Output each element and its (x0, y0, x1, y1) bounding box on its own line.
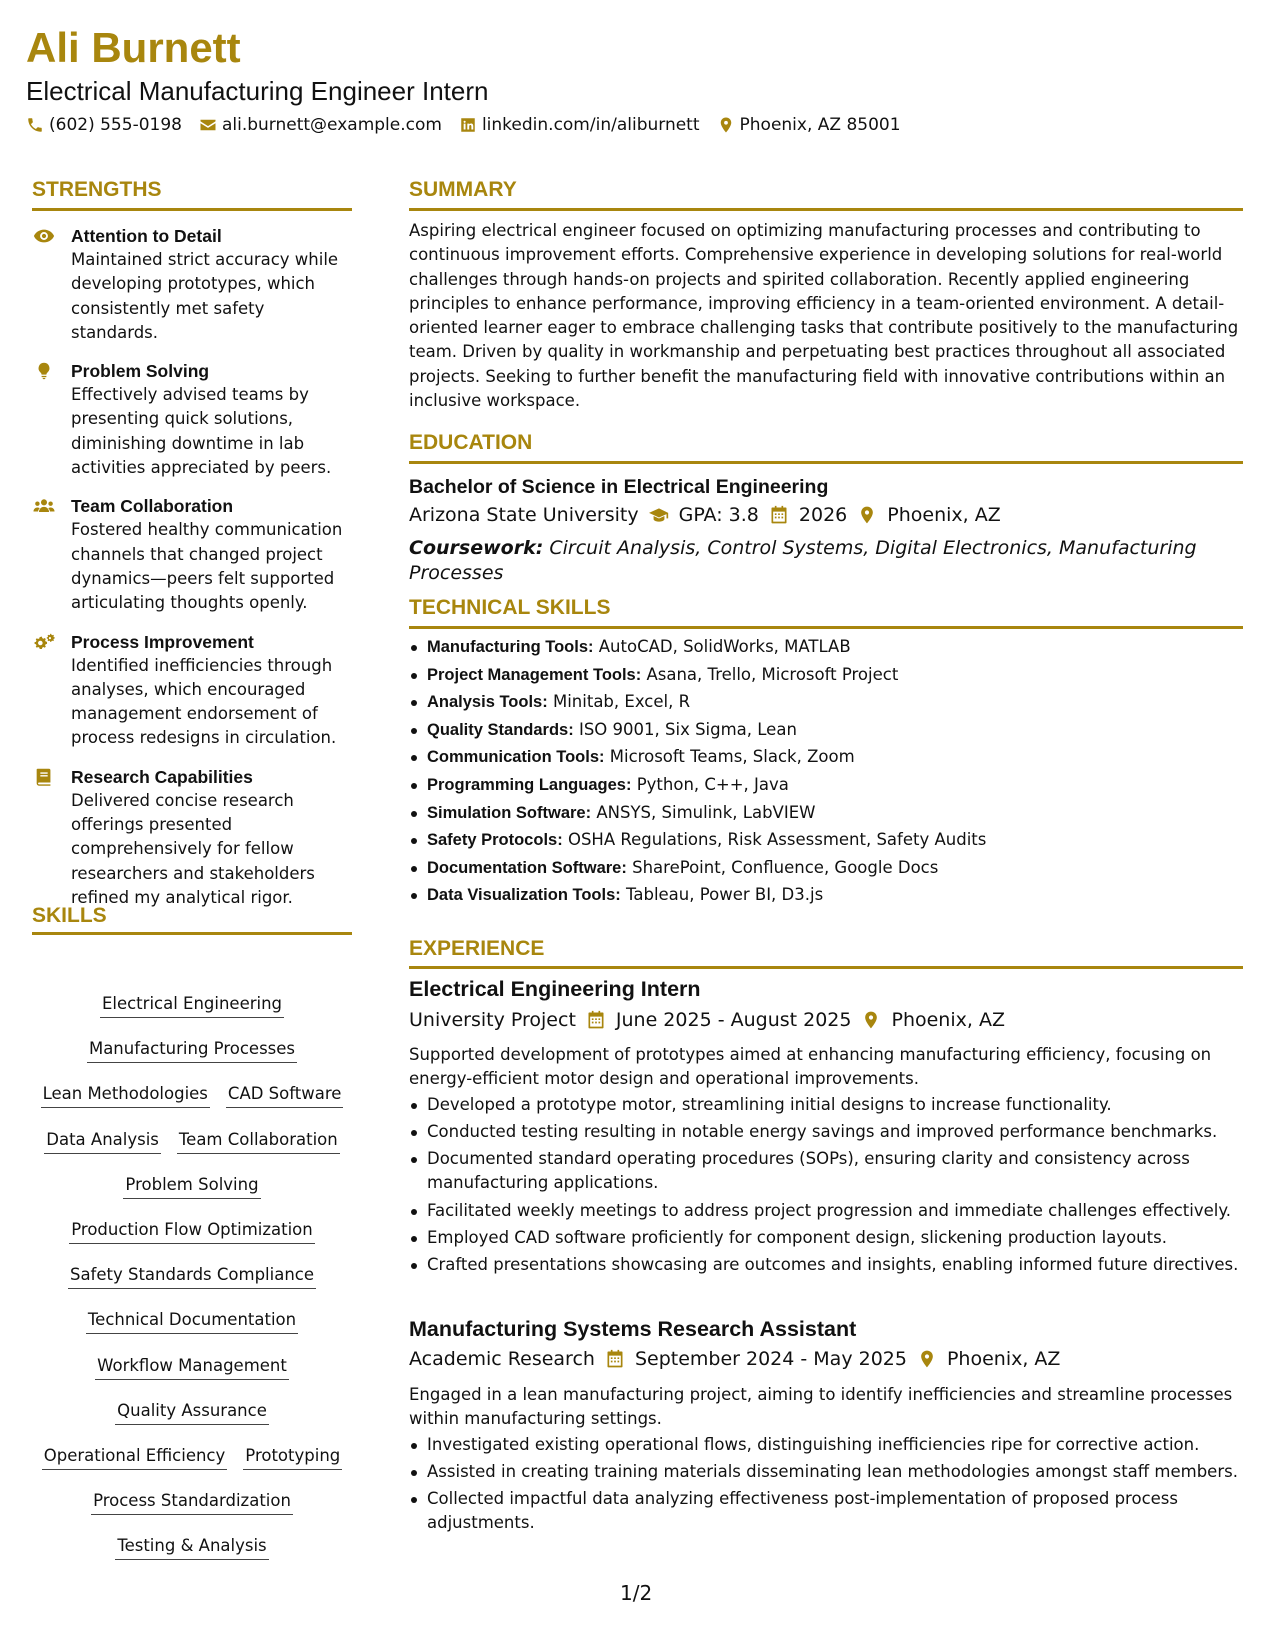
skill-category: Communication Tools: (427, 748, 605, 767)
eye-icon (33, 226, 55, 246)
list-item (427, 828, 1261, 852)
job-title: Manufacturing Systems Research Assistant (409, 1317, 857, 1341)
skill-row (32, 1399, 352, 1444)
coursework-list: Circuit Analysis, Control Systems, Digital Electronics, Manufacturing Processes (409, 537, 1197, 584)
list-item (427, 690, 1261, 714)
list-item: Conducted testing resulting in notable energy savings and improved performance benchmarks. (427, 1120, 1261, 1144)
strength-item (32, 494, 352, 615)
education-heading: EDUCATION (409, 431, 533, 454)
skill-row (32, 992, 352, 1037)
skill-values: SharePoint, Confluence, Google Docs (632, 857, 939, 877)
phone-text: (602) 555-0198 (49, 115, 182, 135)
skill-values: Asana, Trello, Microsoft Project (646, 664, 899, 684)
skill-tag: Production Flow Optimization (69, 1218, 315, 1244)
strength-title: Attention to Detail (71, 226, 222, 246)
skill-row (32, 1173, 352, 1218)
contact-email[interactable] (199, 113, 442, 137)
skill-tag: Team Collaboration (177, 1128, 340, 1154)
map-pin-icon (861, 1010, 881, 1030)
skill-row (32, 1489, 352, 1534)
contact-bar (26, 113, 918, 137)
graduation-cap-icon (649, 505, 669, 525)
skill-category: Documentation Software: (427, 858, 627, 877)
strength-item (32, 359, 352, 480)
skill-tag: Process Standardization (91, 1489, 293, 1515)
strength-description: Effectively advised teams by presenting quick solutions, diminishing downtime in lab activities appreciated by peers. (71, 385, 332, 478)
skill-category: Analysis Tools: (427, 693, 548, 712)
envelope-icon (199, 116, 217, 134)
calendar-icon (586, 1010, 606, 1030)
list-item (427, 856, 1261, 880)
skill-values: ANSYS, Simulink, LabVIEW (596, 802, 816, 822)
strengths-heading: STRENGTHS (32, 178, 162, 201)
list-item: Crafted presentations showcasing are outcomes and insights, enabling informed future directives. (427, 1253, 1261, 1277)
skill-values: OSHA Regulations, Risk Assessment, Safety Audits (567, 830, 987, 850)
list-item (427, 883, 1261, 907)
skill-row (32, 1082, 352, 1127)
list-item (427, 718, 1261, 742)
graduation-year: 2026 (798, 504, 848, 526)
list-item: Developed a prototype motor, streamlining initial designs to increase functionality. (427, 1093, 1261, 1117)
strengths-rule (32, 208, 352, 211)
strength-title: Research Capabilities (71, 766, 253, 787)
location-text: Phoenix, AZ 85001 (739, 115, 901, 135)
contact-location (717, 113, 901, 137)
skill-category: Programming Languages: (427, 775, 632, 794)
map-pin-icon (917, 1349, 937, 1369)
strength-title: Process Improvement (71, 631, 254, 652)
cogs-icon (33, 632, 55, 652)
list-item (427, 745, 1261, 769)
education-meta (409, 501, 1243, 529)
phone-icon (26, 116, 44, 134)
skill-row (32, 1263, 352, 1308)
skills-rule (32, 932, 352, 935)
skill-values: AutoCAD, SolidWorks, MATLAB (598, 637, 851, 656)
job-meta (409, 1006, 1243, 1034)
skill-row (32, 1444, 352, 1489)
strength-item (32, 224, 352, 345)
strength-title: Problem Solving (71, 361, 210, 382)
lightbulb-icon (33, 361, 55, 381)
skill-row (32, 1354, 352, 1399)
calendar-icon (769, 505, 789, 525)
skill-row (32, 1308, 352, 1353)
contact-linkedin[interactable] (459, 113, 700, 137)
list-item: Employed CAD software proficiently for component design, slickening production layouts. (427, 1226, 1261, 1250)
job-dates: September 2024 - May 2025 (634, 1348, 907, 1370)
strength-item (32, 630, 352, 751)
job-title: Electrical Engineering Intern (409, 977, 701, 1001)
job-organization: Academic Research (409, 1348, 595, 1370)
education-rule (409, 461, 1243, 464)
book-icon (33, 767, 55, 787)
technical-skills-heading: TECHNICAL SKILLS (409, 596, 611, 619)
degree-title: Bachelor of Science in Electrical Engineering (409, 476, 829, 498)
skill-values: Tableau, Power BI, D3.js (626, 885, 824, 905)
school-location: Phoenix, AZ (887, 504, 1001, 526)
list-item: Documented standard operating procedures (SOPs), ensuring clarity and consistency across manufacturing applications. (427, 1147, 1261, 1196)
skill-tag: Prototyping (243, 1444, 342, 1470)
skill-category: Simulation Software: (427, 803, 592, 822)
skill-category: Data Visualization Tools: (427, 886, 621, 905)
map-pin-icon (857, 505, 877, 525)
list-item (427, 663, 1261, 687)
job-summary: Engaged in a lean manufacturing project, aiming to identify inefficiencies and streamline processes within manufacturing settings. (409, 1385, 1233, 1429)
job-organization: University Project (409, 1009, 576, 1031)
job-bullets (409, 1093, 1261, 1280)
skill-category: Quality Standards: (427, 720, 574, 739)
job-summary: Supported development of prototypes aimed at enhancing manufacturing efficiency, focusing on energy-efficient motor design and operational improvements. (409, 1045, 1212, 1089)
skill-tag: Data Analysis (44, 1128, 161, 1154)
calendar-icon (605, 1349, 625, 1369)
linkedin-icon (459, 116, 477, 134)
strength-description: Delivered concise research offerings presented comprehensively for fellow researchers and stakeholders refined my analytical rigor. (71, 790, 315, 907)
page-number: 1/2 (620, 1581, 653, 1605)
skill-category: Safety Protocols: (427, 831, 563, 850)
skill-tag: Workflow Management (95, 1354, 289, 1380)
linkedin-text: linkedin.com/in/aliburnett (481, 115, 700, 135)
skills-heading: SKILLS (32, 904, 107, 927)
list-item (427, 773, 1261, 797)
strength-description: Maintained strict accuracy while developing prototypes, which consistently met safety standards. (71, 250, 339, 342)
job-dates: June 2025 - August 2025 (615, 1009, 852, 1031)
candidate-title: Electrical Manufacturing Engineer Intern (26, 76, 489, 106)
skill-tag: Lean Methodologies (41, 1082, 210, 1108)
skill-values: Microsoft Teams, Slack, Zoom (609, 747, 855, 767)
experience-rule (409, 966, 1243, 969)
skill-tag: Safety Standards Compliance (68, 1263, 316, 1289)
job-location: Phoenix, AZ (891, 1009, 1005, 1031)
skill-row (32, 1218, 352, 1263)
skill-category: Project Management Tools: (427, 665, 642, 684)
strengths-list (32, 224, 352, 924)
skill-tag: Electrical Engineering (100, 992, 284, 1018)
skill-values: Python, C++, Java (636, 774, 789, 794)
skill-row (32, 1128, 352, 1173)
job-meta (409, 1345, 1243, 1373)
gpa-text: GPA: 3.8 (678, 504, 759, 526)
skill-values: ISO 9001, Six Sigma, Lean (578, 719, 797, 739)
summary-rule (409, 208, 1243, 211)
strength-item (32, 765, 352, 910)
skill-tag: Technical Documentation (86, 1308, 298, 1334)
email-text: ali.burnett@example.com (221, 115, 442, 135)
skill-tag: Quality Assurance (115, 1399, 269, 1425)
map-pin-icon (717, 116, 735, 134)
skills-list (32, 992, 352, 1579)
experience-heading: EXPERIENCE (409, 937, 545, 960)
candidate-name: Ali Burnett (26, 24, 241, 71)
technical-skills-rule (409, 626, 1243, 629)
list-item: Assisted in creating training materials disseminating lean methodologies amongst staff members. (427, 1460, 1261, 1484)
skill-tag: Testing & Analysis (115, 1534, 268, 1560)
strength-description: Fostered healthy communication channels that changed project dynamics—peers felt supported articulating thoughts openly. (71, 520, 343, 613)
coursework (409, 536, 1243, 585)
skill-tag: CAD Software (226, 1082, 344, 1108)
users-icon (33, 496, 55, 516)
job-bullets (409, 1433, 1261, 1539)
coursework-label: Coursework: (409, 537, 544, 559)
list-item (427, 635, 1261, 659)
skill-row (32, 1534, 352, 1579)
strength-title: Team Collaboration (71, 496, 234, 517)
contact-phone[interactable] (26, 113, 182, 137)
summary-text: Aspiring electrical engineer focused on optimizing manufacturing processes and contributing to continuous improvement efforts. Comprehensive experience in developing solutions for real-world challenges through hands-on projects and spirited collaboration. Recently applied engineering principles to enhance performance, improving efficiency in a team-oriented environment. A detail-oriented learner eager to embrace challenging tasks that contribute positively to the manufacturing team. Driven by quality in workmanship and perpetuating best practices throughout all associated projects. Seeking to further benefit the manufacturing field with innovative contributions within an inclusive workspace. (409, 221, 1239, 411)
summary-heading: SUMMARY (409, 178, 517, 201)
list-item (427, 801, 1261, 825)
strength-description: Identified inefficiencies through analyses, which encouraged management endorsement of process redesigns in circulation. (71, 655, 337, 748)
skill-row (32, 1037, 352, 1082)
list-item: Investigated existing operational flows, distinguishing inefficiencies ripe for corrective action. (427, 1433, 1261, 1457)
skill-category: Manufacturing Tools: (427, 638, 594, 656)
skill-tag: Manufacturing Processes (87, 1037, 297, 1063)
skill-tag: Problem Solving (123, 1173, 260, 1199)
school-name: Arizona State University (409, 504, 639, 526)
skill-tag: Operational Efficiency (42, 1444, 228, 1470)
list-item: Collected impactful data analyzing effectiveness post-implementation of proposed process adjustments. (427, 1487, 1261, 1536)
skill-values: Minitab, Excel, R (552, 692, 691, 712)
job-location: Phoenix, AZ (946, 1348, 1061, 1370)
technical-skills-list (409, 635, 1261, 911)
list-item: Facilitated weekly meetings to address project progression and immediate challenges effectively. (427, 1199, 1261, 1223)
